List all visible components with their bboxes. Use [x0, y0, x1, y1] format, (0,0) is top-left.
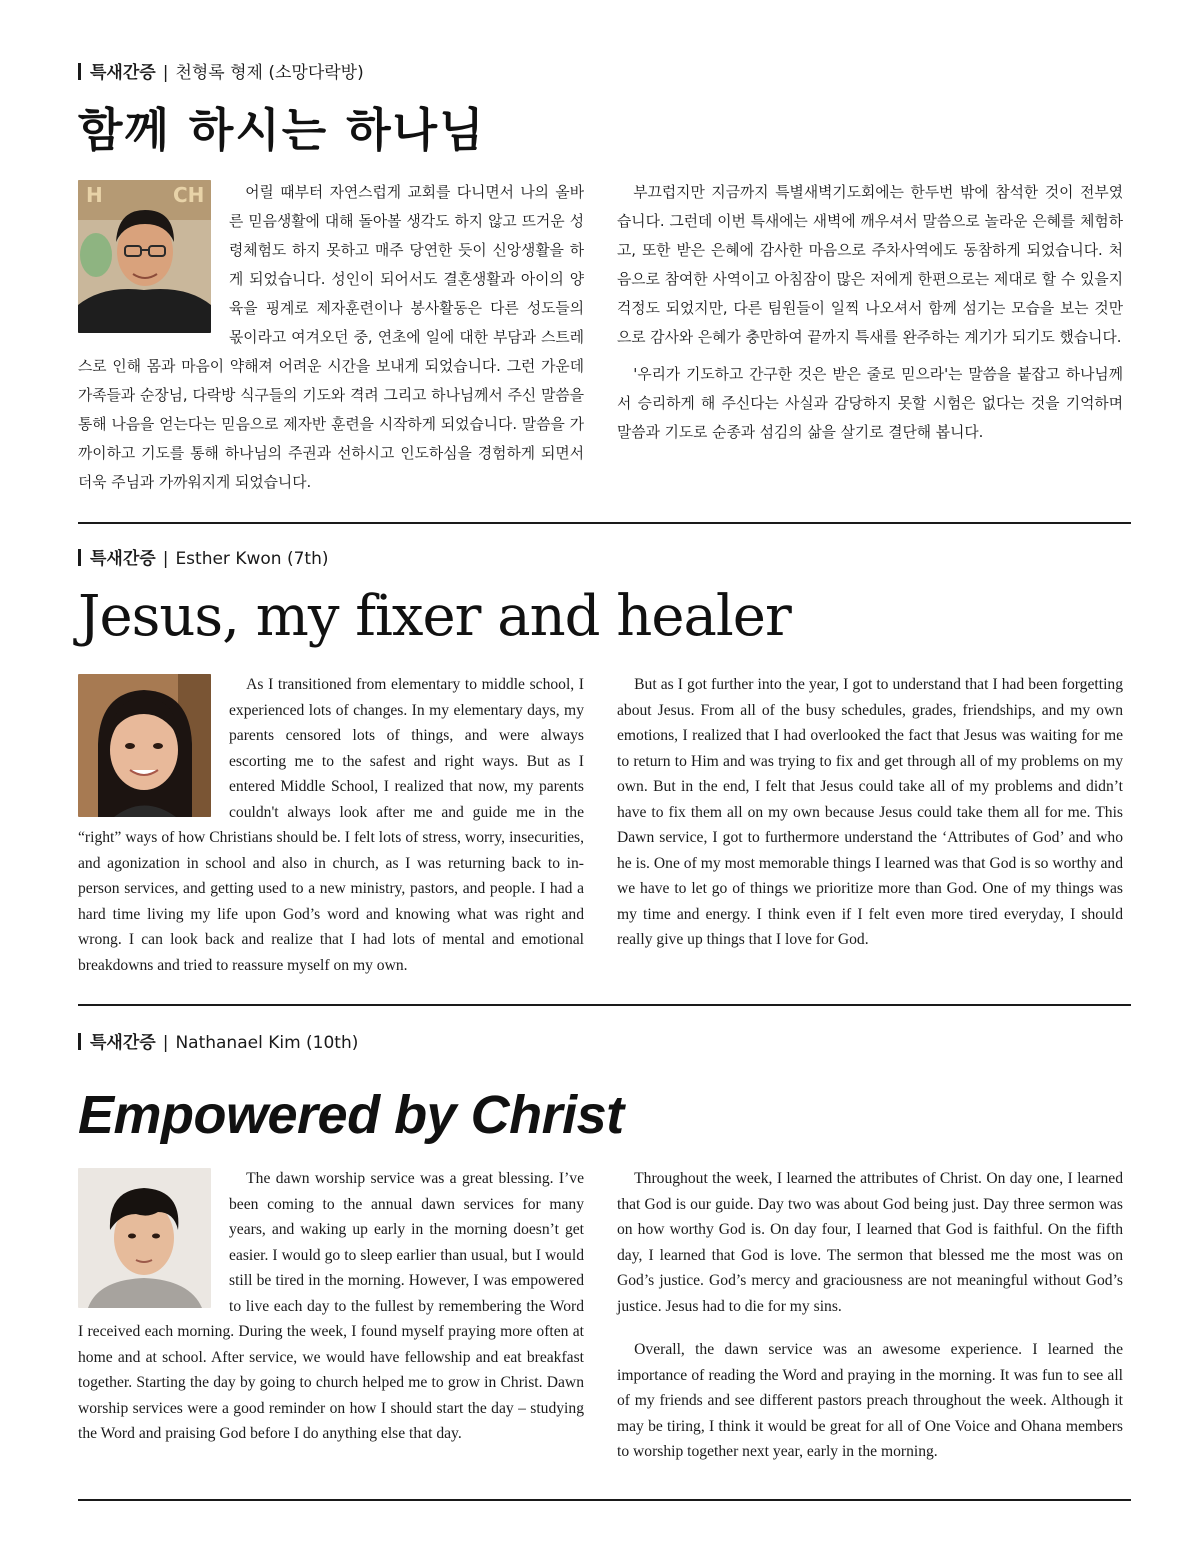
article-title: Empowered by Christ	[78, 1085, 624, 1145]
section-divider	[78, 1004, 1131, 1006]
left-column	[78, 178, 584, 497]
paragraph: As I transitioned from elementary to middle school, I experienced lots of changes. In my elementary days, my parents censored lots of things, and were always escorting me to the safest and right ways. But as I entered Middle School, I realized that now, my parents couldn't always look after me and guide me in the “right” ways of how Christians should be. I felt lots of stress, worry, insecurities, and agonization in school and also in church, as I was returning back to in-person services, and getting used to a new ministry, pastors, and people. I had a hard time living my life upon God’s word and knowing what was right and wrong. I can look back and realize that I had lots of mental and emotional breakdowns and tried to reassure myself on my own.	[78, 676, 584, 974]
section-divider	[78, 1499, 1131, 1501]
category-label: 특새간증	[90, 63, 156, 83]
paragraph: Overall, the dawn service was an awesome experience. I learned the importance of reading the Word and praying in the morning. It was fun to see all of my friends and see different pastors preach throughout the week. Although it may be tiring, I think it would be great for all of One Voice and Ohana members to worship together next year, early in the morning.	[617, 1341, 1123, 1460]
byline-separator: |	[162, 549, 169, 569]
left-column	[78, 672, 584, 978]
paragraph: But as I got further into the year, I got to understand that I had been forgetting about Jesus. From all of the busy schedules, grades, friendships, and my own emotions, I realized that I had overlooked the fact that Jesus was waiting for me to return to Him and was trying to fix and get through all of my problems on my own. But in the end, I felt that Jesus could take all of my problems and didn’t have to fix them all on my own because Jesus could take them all for me. This Dawn service, I got to furthermore understand the ‘Attributes of God’ and who he is. One of my most memorable things I learned was that God is so worthy and we have to let go of things we prioritize more than God. One of my things was my time and energy. I think even if I felt even more tired everyday, I should really give up things that I love for God.	[617, 676, 1123, 948]
right-column	[617, 672, 1123, 953]
byline	[78, 58, 364, 83]
category-label: 특새간증	[90, 1033, 156, 1053]
bar-mark	[78, 549, 81, 566]
section-divider	[78, 522, 1131, 524]
author-name: Esther Kwon (7th)	[175, 549, 329, 569]
paragraph: The dawn worship service was a great blessing. I’ve been coming to the annual dawn services for many years, and waking up early in the morning doesn’t get easier. I would go to sleep earlier than usual, but I would still be tired in the morning. However, I was empowered to live each day to the fullest by remembering the Word I received each morning. During the week, I found myself praying more often at home and at school. After service, we would have fellowship and eat breakfast together. Starting the day by going to church helped me to grow in Christ. Dawn worship services were a good reminder on how I should start the day – studying the Word and praising God before I do anything else that day.	[78, 1170, 584, 1442]
byline-separator: |	[162, 1033, 169, 1053]
article-title: Jesus, my fixer and healer	[78, 584, 791, 649]
author-photo	[78, 180, 211, 333]
paragraph: Throughout the week, I learned the attributes of Christ. On day one, I learned that God is our guide. Day two was about God being just. Day three sermon was on how worthy God is. On day four, I learned that God is faithful. On the fifth day, I learned that God is love. The sermon that blessed me the most was on God’s justice. God’s mercy and graciousness are not meaningful without God’s justice. Jesus had to die for my sins.	[617, 1170, 1123, 1315]
portrait-girl-icon	[78, 674, 211, 817]
bar-mark	[78, 63, 81, 80]
paragraph: 어릴 때부터 자연스럽게 교회를 다니면서 나의 올바른 믿음생활에 대해 돌아볼 생각도 하지 않고 뜨거운 성령체험도 하지 못하고 매주 당연한 듯이 신앙생활을 하게 되었습니다. 성인이 되어서도 결혼생활과 아이의 양육을 핑계로 제자훈련이나 봉사활동은 다른 성도들의 몫이라고 여겨오던 중, 연초에 일에 대한 부담과 스트레스로 인해 몸과 마음이 약해져 어려운 시간을 보내게 되었습니다. 그런 가운데 가족들과 순장님, 다락방 식구들의 기도와 격려 그리고 하나님께서 주신 말씀을 통해 나음을 얻는다는 믿음으로 제자반 훈련을 시작하게 되었습니다. 말씀을 가까이하고 기도를 통해 하나님의 주권과 선하시고 인도하심을 경험하게 되면서 더욱 주님과 가까워지게 되었습니다.	[78, 184, 584, 491]
category-label: 특새간증	[90, 549, 156, 569]
bar-mark	[78, 1033, 81, 1050]
byline	[78, 544, 328, 569]
testimony-section-2	[78, 544, 1131, 984]
testimony-section-3	[78, 1028, 1131, 1488]
author-photo	[78, 674, 211, 817]
byline	[78, 1028, 358, 1053]
svg-text:H: H	[86, 183, 103, 207]
author-name: Nathanael Kim (10th)	[175, 1033, 359, 1053]
portrait-man-glasses-icon	[78, 180, 211, 333]
paragraph: '우리가 기도하고 간구한 것은 받은 줄로 믿으라'는 말씀을 붙잡고 하나님께서 승리하게 해 주신다는 사실과 감당하지 못할 시험은 없다는 것을 기억하며 말씀과 기도로 순종과 섬김의 삶을 살기로 결단해 봅니다.	[617, 366, 1123, 441]
svg-text:CH: CH	[173, 183, 205, 207]
portrait-boy-icon	[78, 1168, 211, 1308]
paragraph: 부끄럽지만 지금까지 특별새벽기도회에는 한두번 밖에 참석한 것이 전부였습니다. 그런데 이번 특새에는 새벽에 깨우셔서 말씀으로 놀라운 은혜를 체험하고, 또한 받은 은혜에 감사한 마음으로 주차사역에도 동참하게 되었습니다. 처음으로 참여한 사역이고 아침잠이 많은 저에게 한편으로는 제대로 할 수 있을지 걱정도 되었지만, 다른 팀원들이 일찍 나오셔서 함께 섬기는 모습을 보는 것만으로 감사와 은혜가 충만하여 끝까지 특새를 완주하는 계기가 되기도 했습니다.	[617, 184, 1123, 346]
left-column	[78, 1166, 584, 1447]
byline-separator: |	[162, 63, 169, 83]
right-column	[617, 178, 1123, 447]
testimony-section-1	[78, 58, 1131, 508]
author-photo	[78, 1168, 211, 1308]
author-name: 천형록 형제 (소망다락방)	[175, 63, 364, 83]
article-title: 함께 하시는 하나님	[78, 103, 486, 157]
right-column	[617, 1166, 1123, 1465]
